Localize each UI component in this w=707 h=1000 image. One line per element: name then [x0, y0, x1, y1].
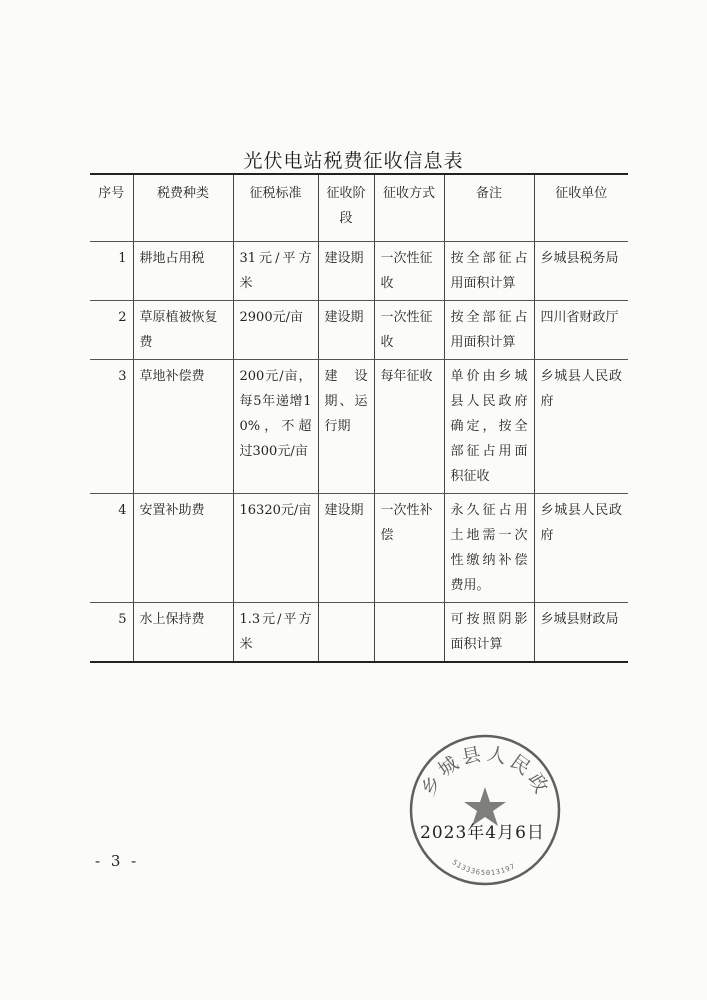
header-unit: 征收单位: [534, 174, 628, 242]
svg-text:乡城县人民政: 乡城县人民政: [417, 742, 555, 801]
cell-method: 一次性补偿: [374, 494, 444, 603]
cell-seq: 2: [90, 301, 133, 360]
header-type: 税费种类: [133, 174, 233, 242]
table-row: [90, 360, 628, 494]
cell-method: 一次性征收: [374, 301, 444, 360]
cell-remark: 按全部征占用面积计算: [444, 301, 534, 360]
cell-method: 一次性征收: [374, 242, 444, 301]
tax-info-table: [90, 173, 628, 663]
cell-unit: 四川省财政厅: [534, 301, 628, 360]
table-row: [90, 494, 628, 603]
cell-seq: 3: [90, 360, 133, 494]
cell-unit: 乡城县财政局: [534, 603, 628, 663]
table-header-row: [90, 174, 628, 242]
cell-method: 每年征收: [374, 360, 444, 494]
cell-method: [374, 603, 444, 663]
cell-unit: 乡城县税务局: [534, 242, 628, 301]
cell-seq: 4: [90, 494, 133, 603]
cell-stage: 建设期: [318, 301, 374, 360]
cell-type: 耕地占用税: [133, 242, 233, 301]
official-seal-stamp: [408, 732, 563, 887]
header-stage: 征收阶段: [318, 174, 374, 242]
page-number: - 3 -: [95, 852, 140, 870]
cell-remark: 永久征占用土地需一次性缴纳补偿费用。: [444, 494, 534, 603]
cell-stage: [318, 603, 374, 663]
cell-standard: 1.3元/平方米: [233, 603, 318, 663]
cell-type: 水上保持费: [133, 603, 233, 663]
header-seq: 序号: [90, 174, 133, 242]
cell-remark: 可按照阴影面积计算: [444, 603, 534, 663]
cell-type: 安置补助费: [133, 494, 233, 603]
table-row: [90, 301, 628, 360]
cell-remark: 按全部征占用面积计算: [444, 242, 534, 301]
cell-seq: 1: [90, 242, 133, 301]
document-title: 光伏电站税费征收信息表: [243, 150, 464, 172]
svg-text:5133365013197: [451, 858, 517, 877]
cell-seq: 5: [90, 603, 133, 663]
cell-unit: 乡城县人民政府: [534, 494, 628, 603]
cell-stage: 建设期: [318, 494, 374, 603]
signing-date: 2023年4月6日: [420, 823, 545, 843]
seal-code: 5133365013197: [450, 858, 517, 878]
header-remark: 备注: [444, 174, 534, 242]
table-row: [90, 603, 628, 663]
cell-type: 草地补偿费: [133, 360, 233, 494]
cell-standard: 200元/亩，每5年递增10%，不超过300元/亩: [233, 360, 318, 494]
header-standard: 征税标准: [233, 174, 318, 242]
cell-standard: 16320元/亩: [233, 494, 318, 603]
cell-standard: 2900元/亩: [233, 301, 318, 360]
cell-type: 草原植被恢复费: [133, 301, 233, 360]
cell-unit: 乡城县人民政府: [534, 360, 628, 494]
cell-stage: 建设期: [318, 242, 374, 301]
cell-standard: 31元/平方米: [233, 242, 318, 301]
cell-stage: 建设期、运行期: [318, 360, 374, 494]
table-row: [90, 242, 628, 301]
header-method: 征收方式: [374, 174, 444, 242]
cell-remark: 单价由乡城县人民政府确定，按全部征占用面积征收: [444, 360, 534, 494]
